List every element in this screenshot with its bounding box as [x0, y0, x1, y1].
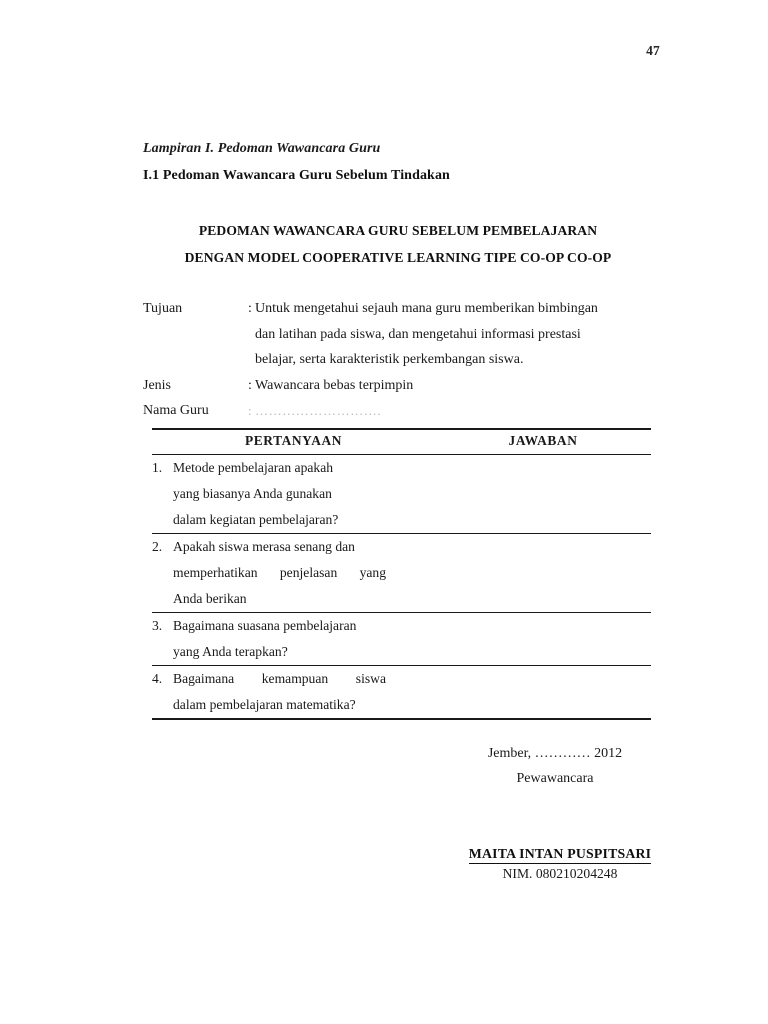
question-inner [152, 613, 435, 665]
table-row [152, 455, 651, 534]
question-text-word: penjelasan [279, 565, 338, 580]
answer-cell[interactable] [435, 613, 651, 666]
question-cell [152, 613, 435, 666]
table-row [152, 666, 651, 720]
table-row [152, 613, 651, 666]
meta-value-jenis: Wawancara bebas terpimpin [255, 377, 414, 393]
answer-cell[interactable] [435, 455, 651, 534]
question-number: 4. [152, 671, 163, 686]
meta-value-tujuan-line-1: Untuk mengetahui sejauh mana guru memberikan bimbingan [255, 301, 598, 316]
table-row [152, 534, 651, 613]
question-number: 2. [152, 539, 163, 554]
question-text-word: memperhatikan [173, 565, 258, 580]
signature-place-date: Jember, ………… 2012 [487, 746, 623, 761]
document-title [143, 217, 653, 271]
question-text [173, 666, 435, 718]
meta-label-jenis: Jenis [143, 377, 171, 393]
question-text-word: siswa [355, 671, 386, 686]
question-text [173, 613, 435, 665]
question-text-line: yang biasanya Anda gunakan [173, 486, 332, 501]
question-text-line: yang Anda terapkan? [173, 644, 288, 659]
question-inner [152, 666, 435, 718]
question-text [173, 455, 435, 533]
meta-row-nama-guru [143, 398, 663, 424]
question-inner [152, 455, 435, 533]
page-number: 47 [646, 43, 660, 58]
meta-colon-tujuan: : [248, 301, 252, 316]
question-cell [152, 534, 435, 613]
question-number: 3. [152, 618, 163, 633]
question-text-word: Bagaimana [173, 671, 235, 686]
answer-cell[interactable] [435, 666, 651, 720]
question-text-line [173, 666, 386, 692]
signature-role: Pewawancara [516, 771, 594, 786]
meta-value-tujuan-line-2: dan latihan pada siswa, dan mengetahui informasi prestasi [255, 326, 581, 342]
meta-value-tujuan [255, 296, 645, 373]
question-text-line: Bagaimana suasana pembelajaran [173, 618, 357, 633]
meta-value-tujuan-line-3: belajar, serta karakteristik perkembangan siswa. [255, 352, 524, 368]
table-body [152, 455, 651, 720]
appendix-label: Lampiran I. Pedoman Wawancara Guru [143, 141, 381, 156]
signature-block [440, 742, 670, 791]
question-text [173, 534, 435, 612]
signature-name-wrapper [440, 846, 680, 864]
table-header-pertanyaan: PERTANYAAN [152, 429, 435, 455]
meta-block [143, 296, 663, 424]
interview-question-table [152, 428, 651, 720]
meta-colon-nama-guru: : [248, 403, 253, 419]
question-cell [152, 666, 435, 720]
question-text-line: Metode pembelajaran apakah [173, 460, 334, 475]
question-text-line: dalam pembelajaran matematika? [173, 697, 356, 712]
document-title-line-2: DENGAN MODEL COOPERATIVE LEARNING TIPE CO-OP CO-OP [184, 250, 612, 265]
signature-nim: NIM. 080210204248 [502, 866, 618, 881]
table-header-row [152, 429, 651, 455]
question-text-word: yang [359, 565, 386, 580]
question-text-line: Anda berikan [173, 591, 247, 606]
answer-cell[interactable] [435, 534, 651, 613]
question-text-line [173, 560, 386, 586]
question-cell [152, 455, 435, 534]
question-number: 1. [152, 460, 163, 475]
signature-name: MAITA INTAN PUSPITSARI [469, 846, 652, 864]
document-title-line-1: PEDOMAN WAWANCARA GURU SEBELUM PEMBELAJARAN [198, 223, 598, 238]
question-text-word: kemampuan [261, 671, 329, 686]
meta-label-nama-guru: Nama Guru [143, 403, 209, 419]
meta-row-jenis [143, 373, 663, 399]
meta-row-tujuan [143, 296, 663, 373]
meta-colon-jenis: : [248, 377, 252, 393]
question-text-line: Apakah siswa merasa senang dan [173, 539, 355, 554]
nama-guru-fill-line[interactable]: ………………………. [255, 403, 382, 419]
question-text-line: dalam kegiatan pembelajaran? [173, 512, 339, 527]
table-header-jawaban: JAWABAN [435, 429, 651, 455]
meta-label-tujuan: Tujuan [143, 301, 183, 316]
question-inner [152, 534, 435, 612]
section-label: I.1 Pedoman Wawancara Guru Sebelum Tindakan [143, 168, 450, 183]
